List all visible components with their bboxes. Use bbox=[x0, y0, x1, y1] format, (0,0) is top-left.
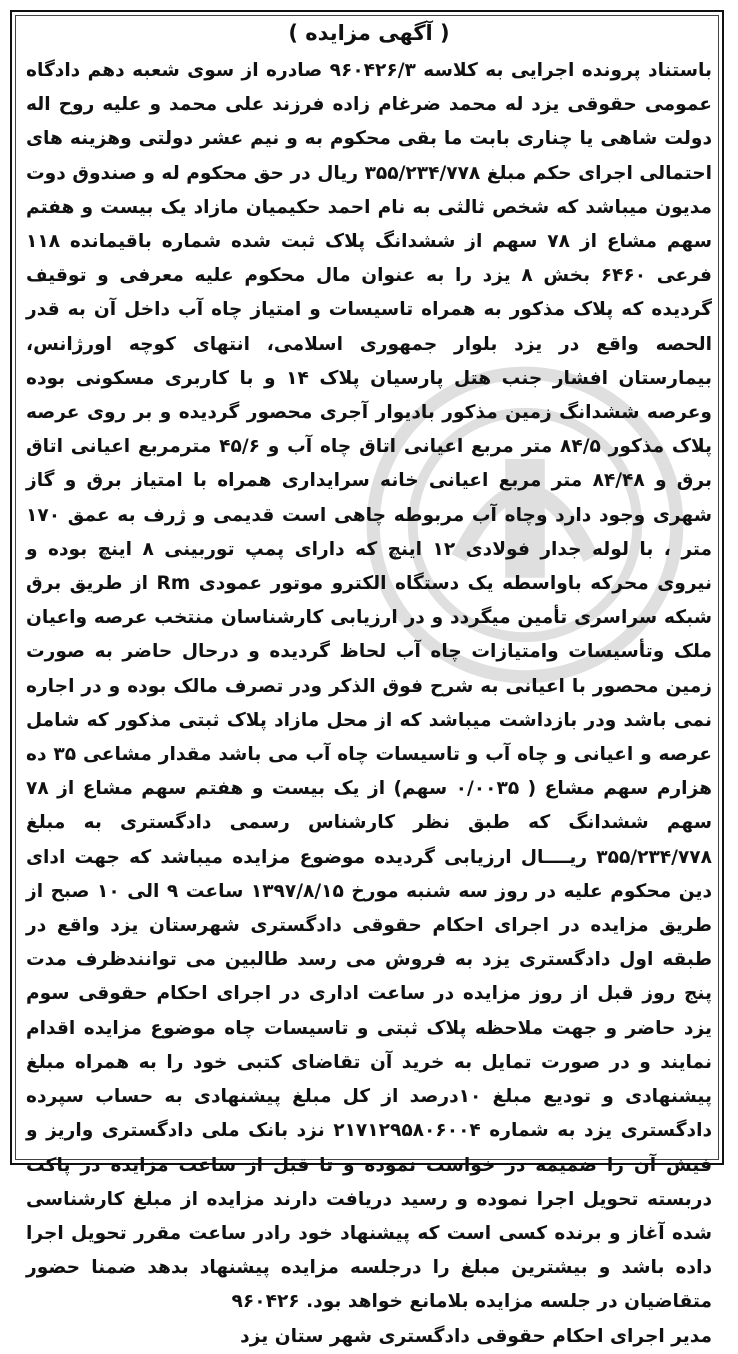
notice-title: ( آگهی مزایده ) bbox=[288, 21, 450, 45]
notice-body: باستناد پرونده اجرایی به کلاسه ۹۶۰۴۲۶/۳ صادره از سوی شعبه دهم دادگاه عمومی حقوقی یزد له محمد ضرغام زاده فرزند علی محمد و علیه روح اله دولت شاهی یا چناری بابت ما بقی محکوم به و نیم عشر دولتی وهزینه های احتمالی اجرای حکم مبلغ ۳۵۵/۲۳۴/۷۷۸ ریال در حق محکوم له و صندوق دوت مدیون میباشد که شخص ثالثی به نام احمد حکیمیان مازاد یک بیست و هفتم سهم مشاع از ۷۸ سهم از ششدانگ پلاک ثبت شده شماره باقیمانده ۱۱۸ فرعی ۶۴۶۰ بخش ۸ یزد را به عنوان مال محکوم علیه معرفی و توقیف گردیده که پلاک مذکور به همراه تاسیسات و امتیاز چاه آب داخل آن به قدر الحصه واقع در یزد بلوار جمهوری اسلامی، انتهای کوچه اورژانس، بیمارستان افشار جنب هتل پارسیان پلاک ۱۴ و با کاربری مسکونی بوده وعرصه ششدانگ زمین مذکور بادیوار آجری محصور گردیده و بر روی عرصه پلاک مذکور ۸۴/۵ متر مربع اعیانی اتاق چاه آب و ۴۵/۶ مترمربع اعیانی اتاق برق و ۸۴/۴۸ متر مربع اعیانی خانه سرایداری همراه با امتیاز برق و گاز شهری وجود دارد وچاه آب مربوطه چاهی است قدیمی و ژرف به عمق ۱۷۰ متر ، با لوله جدار فولادی ۱۲ اینچ که دارای پمپ توربینی ۸ اینچ بوده و نیروی محرکه باواسطه یک دستگاه الکترو موتور عمودی Rm از طریق برق شبکه سراسری تأمین میگردد و در ارزیابی کارشناسان منتخب عرصه واعیان ملک وتأسیسات وامتیازات چاه آب لحاظ گردیده و درحال حاضر به صورت زمین محصور با اعیانی به شرح فوق الذکر ودر تصرف مالک بوده و در اجاره نمی باشد ودر بازداشت میباشد که از محل مازاد پلاک ثبتی مذکور که شامل عرصه و اعیانی و چاه آب و تاسیسات چاه آب می باشد مقدار مشاعی ۳۵ ده هزارم سهم مشاع ( ۰/۰۰۳۵ سهم) از یک بیست و هفتم سهم مشاع از ۷۸ سهم ششدانگ که طبق نظر کارشناس رسمی دادگستری به مبلغ ۳۵۵/۲۳۴/۷۷۸ ریــــال ارزیابی گردیده موضوع مزایده میباشد که جهت ادای دین محکوم علیه در روز سه شنبه مورخ ۱۳۹۷/۸/۱۵ ساعت ۹ الی ۱۰ صبح از طریق مزایده در اجرای احکام حقوقی دادگستری شهرستان یزد واقع در طبقه اول دادگستری یزد به فروش می رسد طالبین می توانندظرف مدت پنج روز قبل از روز مزایده در ساعت اداری در اجرای احکام حقوقی سوم یزد حاضر و جهت ملاحظه پلاک ثبتی و تاسیسات چاه موضوع مزایده اقدام نمایند و در صورت تمایل به خرید آن تقاضای کتبی خود را به همراه مبلغ پیشنهادی و تودیع مبلغ ۱۰درصد از کل مبلغ پیشنهادی به حساب سپرده دادگستری یزد به شماره ۲۱۷۱۲۹۵۸۰۶۰۰۴ نزد بانک ملی دادگستری واریز و فیش آن را ضمیمه در خواست نموده و تا قبل از ساعت مزایده در پاکت دربسته تحویل اجرا نموده و رسید دریافت دارند مزایده از مبلغ کارشناسی شده آغاز و برنده کسی است که پیشنهاد خود رادر ساعت مقرر تحویل اجرا داده باشد و بیشترین مبلغ را درجلسه مزایده پیشنهاد بدهد ضمنا حضور متقاضیان در جلسه مزایده بلامانع خواهد بود. ۹۶۰۴۲۶ bbox=[26, 60, 713, 1313]
notice-signature: مدیر اجرای احکام حقوقی دادگستری شهر ستان یزد bbox=[240, 1325, 712, 1347]
notice-content bbox=[26, 18, 712, 1354]
